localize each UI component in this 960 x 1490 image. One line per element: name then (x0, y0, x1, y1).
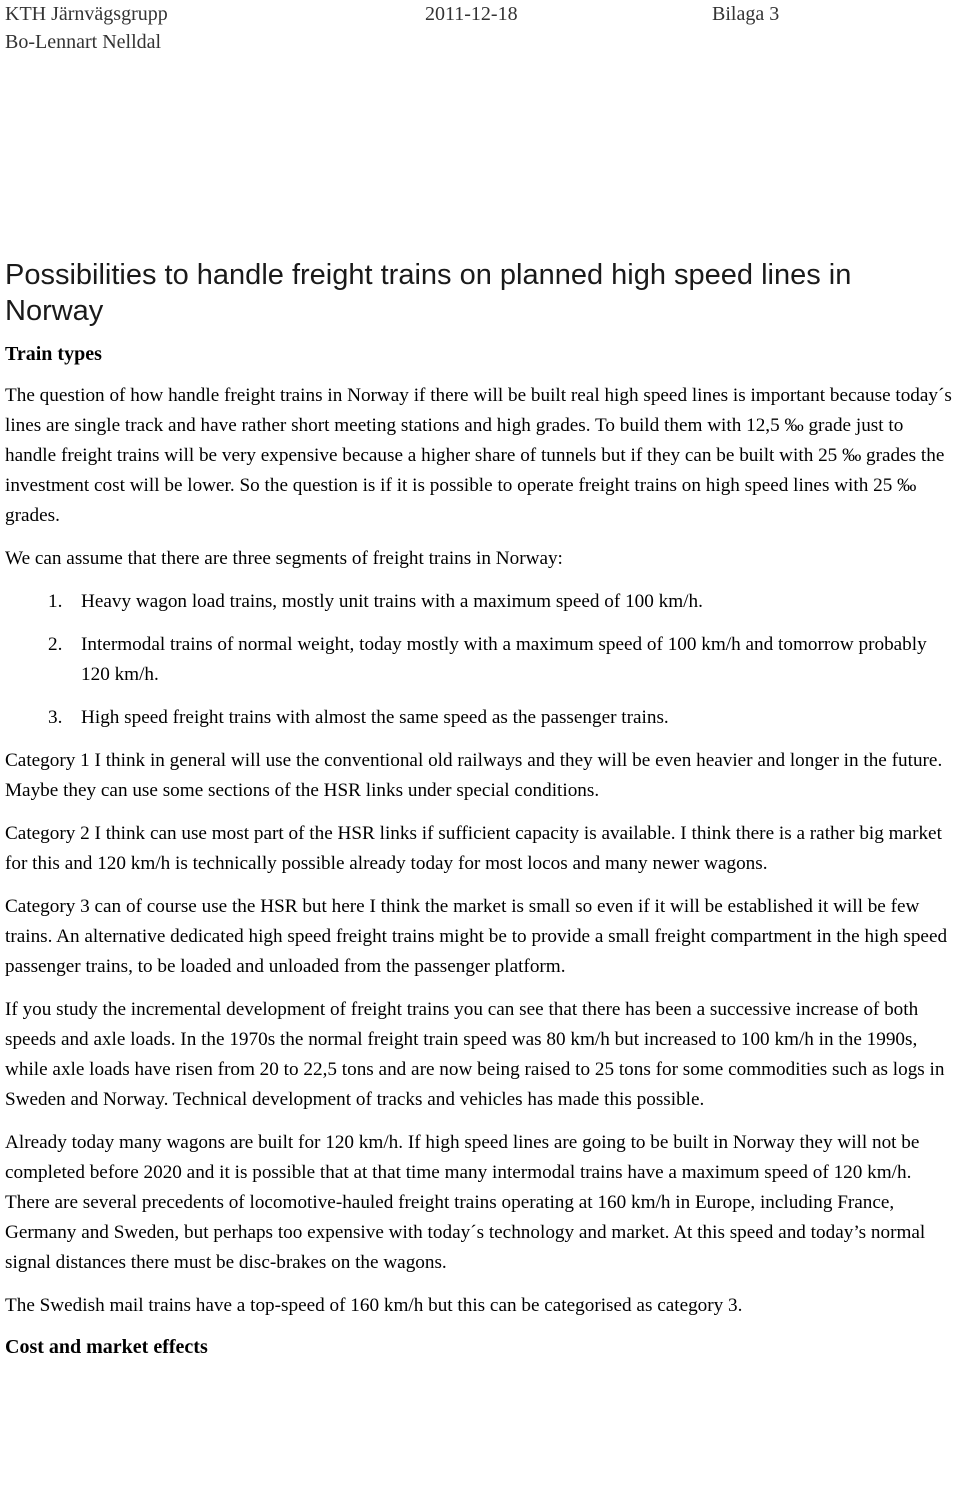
section-heading-train-types: Train types (5, 343, 102, 365)
section-heading-cost-market: Cost and market effects (5, 1336, 208, 1358)
list-item-text: Intermodal trains of normal weight, today mostly with a maximum speed of 100 km/h and tomorrow probably 120 km/h. (81, 634, 927, 685)
list-item-text: Heavy wagon load trains, mostly unit trains with a maximum speed of 100 km/h. (81, 591, 703, 612)
header-row-author (5, 28, 955, 56)
list-item (5, 630, 957, 690)
segments-list (5, 587, 957, 733)
paragraph-segments-intro: We can assume that there are three segments of freight trains in Norway: (5, 548, 563, 569)
paragraph-wagons-120: Already today many wagons are built for 120 km/h. If high speed lines are going to be built in Norway they will not be completed before 2020 and it is possible that at that time many intermodal trains have a maximum speed of 120 km/h. There are several precedents of locomotive-hauled freight trains operating at 160 km/h in Europe, including France, Germany and Sweden, but perhaps too expensive with today´s technology and market. At this speed and today’s normal signal distances there must be disc-brakes on the wagons. (5, 1132, 926, 1273)
list-item (5, 703, 957, 733)
header-date: 2011-12-18 (425, 3, 518, 25)
document-title: Possibilities to handle freight trains on planned high speed lines in Norway (5, 259, 852, 327)
paragraph-mail-trains: The Swedish mail trains have a top-speed of 160 km/h but this can be categorised as category 3. (5, 1295, 743, 1316)
list-item-number: 1. (48, 591, 63, 612)
header-author: Bo-Lennart Nelldal (5, 31, 162, 53)
list-item-number: 2. (48, 634, 63, 655)
header-annex: Bilaga 3 (712, 3, 780, 25)
page-header (5, 0, 955, 56)
paragraph-category-1: Category 1 I think in general will use the conventional old railways and they will be even heavier and longer in the future. Maybe they can use some sections of the HSR links under special conditions. (5, 750, 943, 801)
paragraph-category-2: Category 2 I think can use most part of the HSR links if sufficient capacity is available. I think there is a rather big market for this and 120 km/h is technically possible already today for most locos and many newer wagons. (5, 823, 942, 874)
document-body (5, 257, 957, 1374)
list-item-number: 3. (48, 707, 63, 728)
list-item-text: High speed freight trains with almost the same speed as the passenger trains. (81, 707, 669, 728)
paragraph-incremental-development: If you study the incremental development of freight trains you can see that there has been a successive increase of both speeds and axle loads. In the 1970s the normal freight train speed was 80 km/h but increased to 100 km/h in the 1990s, while axle loads have risen from 20 to 22,5 tons and are now being raised to 25 tons for some commodities such as logs in Sweden and Norway. Technical development of tracks and vehicles has made this possible. (5, 999, 945, 1110)
header-organization: KTH Järnvägsgrupp (5, 3, 168, 25)
paragraph-category-3: Category 3 can of course use the HSR but here I think the market is small so even if it will be established it will be few trains. An alternative dedicated high speed freight trains might be to provide a small freight compartment in the high speed passenger trains, to be loaded and unloaded from the passenger platform. (5, 896, 948, 977)
header-row-top (5, 0, 955, 28)
list-item (5, 587, 957, 617)
paragraph-intro: The question of how handle freight trains in Norway if there will be built real high speed lines is important because today´s lines are single track and have rather short meeting stations and high grades. To build them with 12,5 ‰ grade just to handle freight trains will be very expensive because a higher share of tunnels but if they can be built with 25 ‰ grades the investment cost will be lower. So the question is if it is possible to operate freight trains on high speed lines with 25 ‰ grades. (5, 385, 952, 526)
